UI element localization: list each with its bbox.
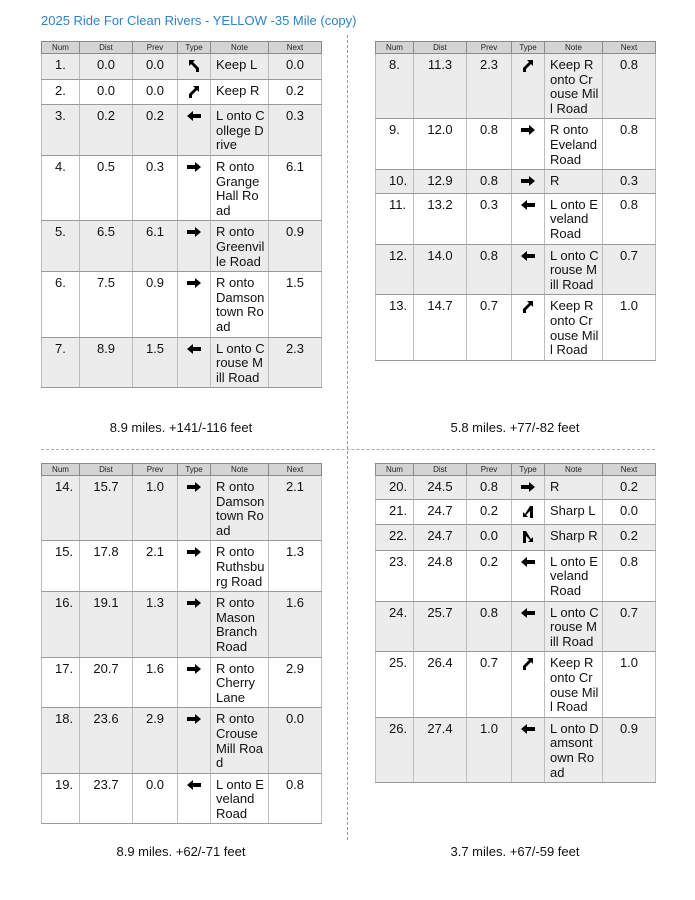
next-cell: 1.0 [603, 652, 656, 717]
panel-summary-4: 3.7 miles. +67/-59 feet [450, 844, 580, 859]
right-arrow-icon [186, 546, 202, 561]
table-row [42, 592, 322, 657]
next-cell: 0.9 [269, 221, 322, 272]
turn-type-cell [512, 119, 545, 170]
turn-type-cell [512, 193, 545, 244]
right-arrow-icon [186, 663, 202, 678]
table-row [42, 657, 322, 708]
dist-cell: 15.7 [80, 476, 133, 541]
left-arrow-icon [520, 556, 536, 571]
table-row [376, 550, 656, 601]
table-row [376, 652, 656, 717]
vertical-divider [347, 35, 348, 840]
next-cell: 1.0 [603, 295, 656, 360]
right-arrow-icon [520, 124, 536, 139]
next-cell: 0.7 [603, 244, 656, 295]
prev-cell: 0.0 [133, 773, 178, 824]
prev-cell: 0.8 [467, 119, 512, 170]
num-cell: 21. [376, 499, 414, 525]
table-row [376, 601, 656, 652]
note-cell: R onto Greenville Road [211, 221, 269, 272]
turn-type-cell [178, 79, 211, 105]
num-cell: 3. [42, 105, 80, 156]
left-arrow-icon [186, 343, 202, 358]
note-cell: R onto Damsontown Road [211, 476, 269, 541]
column-header-type: Type [178, 464, 211, 476]
prev-cell: 0.9 [133, 272, 178, 337]
prev-cell: 1.0 [133, 476, 178, 541]
num-cell: 14. [42, 476, 80, 541]
prev-cell: 1.5 [133, 337, 178, 388]
cue-panel-3 [41, 463, 321, 824]
turn-type-cell [178, 105, 211, 156]
note-cell: L onto Damsontown Road [545, 717, 603, 782]
dist-cell: 14.0 [414, 244, 467, 295]
left-arrow-icon [186, 779, 202, 794]
num-cell: 18. [42, 708, 80, 773]
prev-cell: 0.8 [467, 170, 512, 194]
page-title: 2025 Ride For Clean Rivers - YELLOW -35 Mile (copy) [41, 13, 357, 28]
note-cell: L onto Eveland Road [211, 773, 269, 824]
column-header-next: Next [603, 42, 656, 54]
num-cell: 12. [376, 244, 414, 295]
keep-left-icon [188, 61, 200, 76]
dist-cell: 17.8 [80, 541, 133, 592]
keep-right-icon [522, 61, 534, 76]
dist-cell: 24.5 [414, 476, 467, 500]
column-header-next: Next [269, 464, 322, 476]
note-cell: L onto Eveland Road [545, 550, 603, 601]
prev-cell: 0.8 [467, 601, 512, 652]
turn-type-cell [178, 54, 211, 80]
table-row [42, 54, 322, 80]
column-header-next: Next [603, 464, 656, 476]
column-header-dist: Dist [414, 464, 467, 476]
num-cell: 13. [376, 295, 414, 360]
note-cell: Keep L [211, 54, 269, 80]
next-cell: 0.9 [603, 717, 656, 782]
next-cell: 2.9 [269, 657, 322, 708]
prev-cell: 2.3 [467, 54, 512, 119]
cue-table [375, 463, 656, 783]
note-cell: R onto Ruthsburg Road [211, 541, 269, 592]
next-cell: 0.8 [603, 193, 656, 244]
left-arrow-icon [520, 250, 536, 265]
table-row [42, 337, 322, 388]
prev-cell: 1.0 [467, 717, 512, 782]
next-cell: 0.2 [603, 476, 656, 500]
table-row [42, 155, 322, 220]
right-arrow-icon [186, 161, 202, 176]
table-row [42, 272, 322, 337]
column-header-note: Note [545, 42, 603, 54]
turn-type-cell [178, 476, 211, 541]
column-header-type: Type [512, 42, 545, 54]
next-cell: 1.6 [269, 592, 322, 657]
next-cell: 0.8 [603, 550, 656, 601]
num-cell: 17. [42, 657, 80, 708]
cue-panel-2 [375, 41, 655, 361]
table-row [42, 221, 322, 272]
left-arrow-icon [520, 607, 536, 622]
keep-right-icon [522, 302, 534, 317]
column-header-note: Note [211, 42, 269, 54]
next-cell: 0.7 [603, 601, 656, 652]
dist-cell: 23.7 [80, 773, 133, 824]
next-cell: 0.8 [269, 773, 322, 824]
panel-summary-3: 8.9 miles. +62/-71 feet [116, 844, 246, 859]
num-cell: 26. [376, 717, 414, 782]
left-arrow-icon [520, 723, 536, 738]
prev-cell: 0.8 [467, 476, 512, 500]
prev-cell: 0.2 [467, 550, 512, 601]
right-arrow-icon [186, 226, 202, 241]
note-cell: Keep R onto Crouse Mill Road [545, 54, 603, 119]
turn-type-cell [178, 337, 211, 388]
table-row [376, 244, 656, 295]
num-cell: 19. [42, 773, 80, 824]
turn-type-cell [512, 244, 545, 295]
table-header-row [42, 464, 322, 476]
dist-cell: 24.7 [414, 525, 467, 551]
next-cell: 1.5 [269, 272, 322, 337]
table-row [376, 170, 656, 194]
horizontal-divider [41, 449, 655, 450]
note-cell: R onto Cherry Lane [211, 657, 269, 708]
next-cell: 0.0 [269, 708, 322, 773]
table-header-row [376, 464, 656, 476]
note-cell: R onto Eveland Road [545, 119, 603, 170]
table-header-row [376, 42, 656, 54]
dist-cell: 8.9 [80, 337, 133, 388]
turn-type-cell [512, 54, 545, 119]
table-row [376, 295, 656, 360]
column-header-prev: Prev [133, 42, 178, 54]
table-row [376, 54, 656, 119]
table-row [376, 476, 656, 500]
turn-type-cell [178, 272, 211, 337]
table-header-row [42, 42, 322, 54]
num-cell: 7. [42, 337, 80, 388]
dist-cell: 26.4 [414, 652, 467, 717]
keep-right-icon [522, 659, 534, 674]
table-row [376, 499, 656, 525]
dist-cell: 25.7 [414, 601, 467, 652]
prev-cell: 0.2 [467, 499, 512, 525]
dist-cell: 19.1 [80, 592, 133, 657]
dist-cell: 24.8 [414, 550, 467, 601]
turn-type-cell [512, 652, 545, 717]
turn-type-cell [512, 295, 545, 360]
num-cell: 24. [376, 601, 414, 652]
dist-cell: 20.7 [80, 657, 133, 708]
column-header-prev: Prev [467, 42, 512, 54]
dist-cell: 0.0 [80, 54, 133, 80]
next-cell: 0.2 [269, 79, 322, 105]
column-header-num: Num [42, 464, 80, 476]
turn-type-cell [512, 717, 545, 782]
dist-cell: 0.5 [80, 155, 133, 220]
right-arrow-icon [186, 713, 202, 728]
prev-cell: 6.1 [133, 221, 178, 272]
dist-cell: 12.9 [414, 170, 467, 194]
column-header-dist: Dist [80, 42, 133, 54]
sharp-right-icon [522, 532, 534, 547]
column-header-num: Num [376, 464, 414, 476]
next-cell: 6.1 [269, 155, 322, 220]
turn-type-cell [178, 155, 211, 220]
turn-type-cell [178, 592, 211, 657]
column-header-num: Num [376, 42, 414, 54]
turn-type-cell [178, 541, 211, 592]
note-cell: L onto Crouse Mill Road [545, 244, 603, 295]
num-cell: 4. [42, 155, 80, 220]
note-cell: R [545, 476, 603, 500]
turn-type-cell [178, 657, 211, 708]
num-cell: 8. [376, 54, 414, 119]
next-cell: 2.1 [269, 476, 322, 541]
prev-cell: 0.0 [467, 525, 512, 551]
next-cell: 0.8 [603, 119, 656, 170]
right-arrow-icon [186, 277, 202, 292]
num-cell: 10. [376, 170, 414, 194]
table-row [42, 105, 322, 156]
column-header-type: Type [512, 464, 545, 476]
next-cell: 0.8 [603, 54, 656, 119]
turn-type-cell [512, 550, 545, 601]
left-arrow-icon [520, 199, 536, 214]
turn-type-cell [512, 170, 545, 194]
num-cell: 20. [376, 476, 414, 500]
prev-cell: 1.3 [133, 592, 178, 657]
turn-type-cell [512, 476, 545, 500]
num-cell: 5. [42, 221, 80, 272]
turn-type-cell [512, 499, 545, 525]
num-cell: 23. [376, 550, 414, 601]
dist-cell: 11.3 [414, 54, 467, 119]
note-cell: Keep R onto Crouse Mill Road [545, 295, 603, 360]
dist-cell: 7.5 [80, 272, 133, 337]
right-arrow-icon [520, 175, 536, 190]
column-header-prev: Prev [133, 464, 178, 476]
right-arrow-icon [186, 481, 202, 496]
prev-cell: 2.9 [133, 708, 178, 773]
next-cell: 2.3 [269, 337, 322, 388]
turn-type-cell [178, 708, 211, 773]
next-cell: 0.0 [603, 499, 656, 525]
prev-cell: 0.7 [467, 295, 512, 360]
dist-cell: 24.7 [414, 499, 467, 525]
right-arrow-icon [520, 481, 536, 496]
num-cell: 9. [376, 119, 414, 170]
column-header-dist: Dist [414, 42, 467, 54]
prev-cell: 2.1 [133, 541, 178, 592]
note-cell: R [545, 170, 603, 194]
panel-summary-2: 5.8 miles. +77/-82 feet [450, 420, 580, 435]
turn-type-cell [512, 525, 545, 551]
prev-cell: 0.0 [133, 79, 178, 105]
note-cell: L onto Crouse Mill Road [545, 601, 603, 652]
prev-cell: 0.7 [467, 652, 512, 717]
next-cell: 0.0 [269, 54, 322, 80]
table-row [376, 119, 656, 170]
dist-cell: 14.7 [414, 295, 467, 360]
prev-cell: 0.3 [133, 155, 178, 220]
left-arrow-icon [186, 110, 202, 125]
note-cell: L onto Eveland Road [545, 193, 603, 244]
table-row [42, 476, 322, 541]
num-cell: 25. [376, 652, 414, 717]
sharp-left-icon [522, 507, 534, 522]
cue-table [41, 41, 322, 388]
column-header-note: Note [545, 464, 603, 476]
column-header-note: Note [211, 464, 269, 476]
column-header-prev: Prev [467, 464, 512, 476]
note-cell: L onto College Drive [211, 105, 269, 156]
note-cell: R onto Grange Hall Road [211, 155, 269, 220]
cue-table [41, 463, 322, 824]
turn-type-cell [178, 221, 211, 272]
table-row [376, 193, 656, 244]
note-cell: R onto Crouse Mill Road [211, 708, 269, 773]
note-cell: R onto Mason Branch Road [211, 592, 269, 657]
table-row [376, 717, 656, 782]
turn-type-cell [512, 601, 545, 652]
table-row [42, 541, 322, 592]
next-cell: 0.3 [269, 105, 322, 156]
dist-cell: 13.2 [414, 193, 467, 244]
dist-cell: 23.6 [80, 708, 133, 773]
next-cell: 0.3 [603, 170, 656, 194]
dist-cell: 6.5 [80, 221, 133, 272]
prev-cell: 0.0 [133, 54, 178, 80]
num-cell: 16. [42, 592, 80, 657]
note-cell: R onto Damsontown Road [211, 272, 269, 337]
note-cell: Sharp R [545, 525, 603, 551]
cue-panel-1 [41, 41, 321, 388]
table-row [42, 773, 322, 824]
note-cell: L onto Crouse Mill Road [211, 337, 269, 388]
next-cell: 0.2 [603, 525, 656, 551]
dist-cell: 12.0 [414, 119, 467, 170]
prev-cell: 0.3 [467, 193, 512, 244]
table-row [42, 708, 322, 773]
keep-right-icon [188, 87, 200, 102]
note-cell: Sharp L [545, 499, 603, 525]
cue-panel-4 [375, 463, 655, 783]
column-header-num: Num [42, 42, 80, 54]
column-header-dist: Dist [80, 464, 133, 476]
num-cell: 2. [42, 79, 80, 105]
dist-cell: 0.2 [80, 105, 133, 156]
table-row [42, 79, 322, 105]
right-arrow-icon [186, 597, 202, 612]
num-cell: 1. [42, 54, 80, 80]
note-cell: Keep R [211, 79, 269, 105]
prev-cell: 0.2 [133, 105, 178, 156]
num-cell: 6. [42, 272, 80, 337]
prev-cell: 1.6 [133, 657, 178, 708]
num-cell: 11. [376, 193, 414, 244]
dist-cell: 27.4 [414, 717, 467, 782]
dist-cell: 0.0 [80, 79, 133, 105]
table-row [376, 525, 656, 551]
note-cell: Keep R onto Crouse Mill Road [545, 652, 603, 717]
panel-summary-1: 8.9 miles. +141/-116 feet [109, 420, 253, 435]
prev-cell: 0.8 [467, 244, 512, 295]
num-cell: 15. [42, 541, 80, 592]
next-cell: 1.3 [269, 541, 322, 592]
column-header-type: Type [178, 42, 211, 54]
turn-type-cell [178, 773, 211, 824]
cue-table [375, 41, 656, 361]
num-cell: 22. [376, 525, 414, 551]
column-header-next: Next [269, 42, 322, 54]
